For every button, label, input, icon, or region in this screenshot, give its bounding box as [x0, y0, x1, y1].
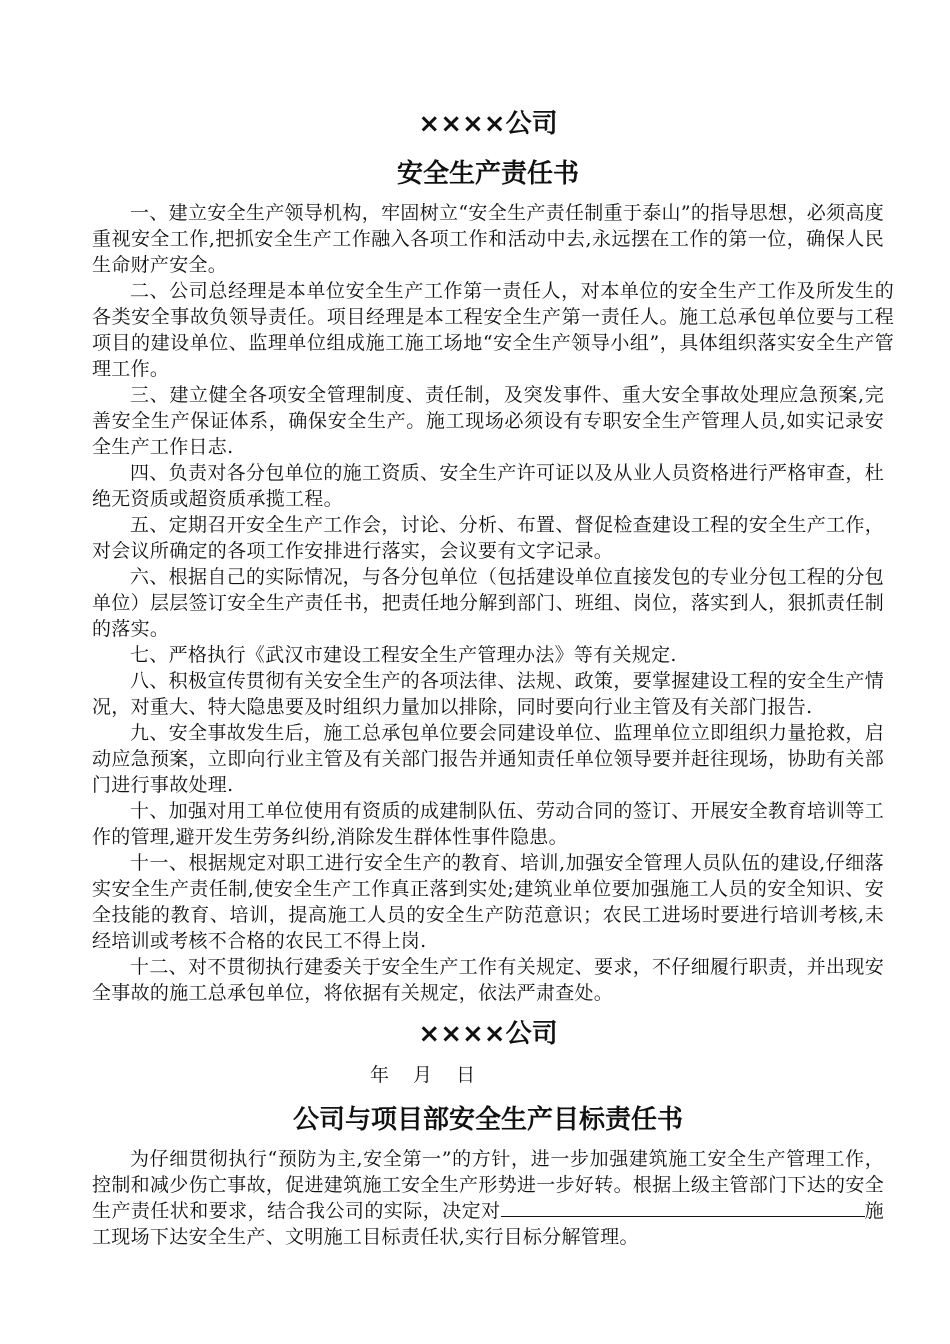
- company-heading: ××××公司: [418, 109, 558, 139]
- document-title: 安全生产责任书: [396, 159, 579, 189]
- clause-3: 三、建立健全各项安全管理制度、责任制，及突发事件、重大安全事故处理应急预案,完善安全生产保证体系，确保安全生产。施工现场必须设有专职安全生产管理人员,如实记录安全生产工作日志.: [92, 384, 884, 458]
- fill-in-blank-line: [501, 1215, 553, 1217]
- clause-5: 五、定期召开安全生产工作会，讨论、分析、布置、督促检查建设工程的安全生产工作，对会议所确定的各项工作安排进行落实，会议要有文字记录。: [92, 514, 884, 562]
- clause-2: 二、公司总经理是本单位安全生产工作第一责任人，对本单位的安全生产工作及所发生的各类安全事故负领导责任。项目经理是本工程安全生产第一责任人。施工总承包单位要与工程项目的建设单位、监理单位组成施工施工场地“安全生产领导小组”，具体组织落实安全生产管理工作。: [92, 280, 894, 380]
- clause-7: 七、严格执行《武汉市建设工程安全生产管理办法》等有关规定.: [130, 644, 677, 666]
- section2-title: 公司与项目部安全生产目标责任书: [292, 1105, 683, 1135]
- clause-6: 六、根据自己的实际情况，与各分包单位（包括建设单位直接发包的专业分包工程的分包单位）层层签订安全生产责任书，把责任地分解到部门、班组、岗位，落实到人，狠抓责任制的落实。: [92, 566, 884, 640]
- document-page: [92, 100, 894, 1250]
- section2-intro-part2: 施工现场下达安全生产、文明施工目标责任状,实行目标分解管理。: [92, 1200, 884, 1248]
- clause-12: 十二、对不贯彻执行建委关于安全生产工作有关规定、要求，不仔细履行职责，并出现安全事故的施工总承包单位，将依据有关规定，依法严肃查处。: [92, 956, 884, 1004]
- clause-10: 十、加强对用工单位使用有资质的成建制队伍、劳动合同的签订、开展安全教育培训等工作的管理,避开发生劳务纠纷,消除发生群体性事件隐患。: [92, 800, 884, 848]
- clause-11: 十一、根据规定对职工进行安全生产的教育、培训,加强安全管理人员队伍的建设,仔细落实安全生产责任制,使安全生产工作真正落到实处;建筑业单位要加强施工人员的安全知识、安全技能的教育、培训，提高施工人员的安全生产防范意识；农民工进场时要进行培训考核,未经培训或考核不合格的农民工不得上岗.: [92, 852, 884, 952]
- fill-in-blank-line: [553, 1215, 865, 1217]
- clause-8: 八、积极宣传贯彻有关安全生产的各项法律、法规、政策，要掌握建设工程的安全生产情况，对重大、特大隐患要及时组织力量加以排除，同时要向行业主管及有关部门报告.: [92, 670, 884, 718]
- signature-date: 年 月 日: [370, 1064, 476, 1086]
- section2-intro: [92, 1146, 884, 1250]
- signature-company: ××××公司: [418, 1019, 558, 1049]
- clause-1: 一、建立安全生产领导机构，牢固树立“安全生产责任制重于泰山”的指导思想，必须高度重视安全工作,把抓安全生产工作融入各项工作和活动中去,永远摆在工作的第一位，确保人民生命财产安全。: [92, 202, 884, 276]
- section2-intro-part1: 为仔细贯彻执行“预防为主,安全第一”的方针，进一步加强建筑施工安全生产管理工作，控制和减少伤亡事故，促进建筑施工安全生产形势进一步好转。根据上级主管部门下达的安全生产责任状和要求，结合我公司的实际，决定对: [92, 1148, 884, 1222]
- clause-4: 四、负责对各分包单位的施工资质、安全生产许可证以及从业人员资格进行严格审查，杜绝无资质或超资质承揽工程。: [92, 462, 884, 510]
- clause-9: 九、安全事故发生后，施工总承包单位要会同建设单位、监理单位立即组织力量抢救，启动应急预案，立即向行业主管及有关部门报告并通知责任单位领导要并赶往现场，协助有关部门进行事故处理.: [92, 722, 884, 796]
- clauses: [92, 200, 894, 1006]
